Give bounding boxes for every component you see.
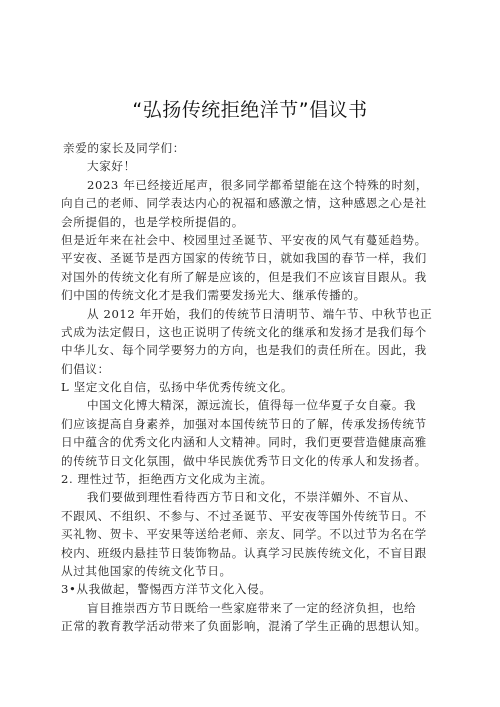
- paragraph-line: 们中国的传统文化才是我们需要发扬光大、继承传播的。: [61, 288, 366, 303]
- paragraph-line: 从 2012 年开始，我们的传统节日清明节、端午节、中秋节也正: [87, 306, 433, 321]
- section-heading-3: 3•从我做起，警惕西方洋节文化入侵。: [61, 582, 272, 597]
- greeting: 大家好！: [87, 159, 136, 174]
- paragraph-line: 对国外的传统文化有所了解是应该的，但是我们不应该盲目跟从。我: [61, 269, 427, 284]
- paragraph-line: 不跟风、不组织、不参与、不过圣诞节、平安夜等国外传统节日。不: [61, 508, 427, 523]
- paragraph-line: 式成为法定假日，这也正说明了传统文化的继承和发扬才是我们每个: [61, 324, 427, 339]
- paragraph-line: 我们要做到理性看待西方节日和文化，不崇洋媚外、不盲从、: [87, 490, 417, 505]
- paragraph-line: 正常的教育教学活动带来了负面影响，混淆了学生正确的思想认知。: [61, 619, 427, 634]
- paragraph-line: 们倡议：: [61, 361, 110, 376]
- paragraph-line: 从过其他国家的传统文化节日。: [61, 563, 232, 578]
- salutation: 亲爱的家长及同学们：: [63, 141, 185, 155]
- paragraph-line: 中华儿女、每个同学要努力的方向，也是我们的责任所在。因此，我: [61, 343, 427, 358]
- document-title: “弘扬传统拒绝洋节”倡议书: [132, 99, 368, 121]
- paragraph-line: 会所提倡的，也是学校所提倡的。: [61, 214, 244, 229]
- paragraph-line: 向自己的老师、同学表达内心的祝福和感激之情，这种感恩之心是社: [61, 196, 427, 211]
- paragraph-line: 2023 年已经接近尾声，很多同学都希望能在这个特殊的时刻，: [87, 177, 429, 192]
- paragraph-line: 的传统节日文化氛围，做中华民族优秀节日文化的传承人和发扬者。: [61, 453, 427, 468]
- document-body: [63, 139, 455, 636]
- section-heading-1: L 坚定文化自信，弘扬中华优秀传统文化。: [61, 380, 294, 395]
- paragraph-line: 日中蕴含的优秀文化内涵和人文精神。同时，我们更要营造健康高雅: [61, 435, 427, 450]
- paragraph-line: 中国文化博大精深，源远流长，值得每一位华夏子女自豪。我: [87, 398, 417, 413]
- section-heading-2: 2. 理性过节，拒绝西方文化成为主流。: [61, 472, 273, 487]
- paragraph-line: 盲目推崇西方节日既给一些家庭带来了一定的经济负担，也给: [87, 600, 417, 615]
- paragraph-line: 但是近年来在社会中、校园里过圣诞节、平安夜的风气有蔓延趋势。: [61, 232, 427, 247]
- paragraph-line: 们应该提高自身素养，加强对本国传统节日的了解，传承发扬传统节: [61, 416, 427, 431]
- paragraph-line: 买礼物、贺卡、平安果等送给老师、亲友、同学。不以过节为名在学: [61, 527, 427, 542]
- paragraph-line: 平安夜、圣诞节是西方国家的传统节日，就如我国的春节一样，我们: [61, 251, 427, 266]
- paragraph-line: 校内、班级内悬挂节日装饰物品。认真学习民族传统文化，不盲目跟: [61, 545, 427, 560]
